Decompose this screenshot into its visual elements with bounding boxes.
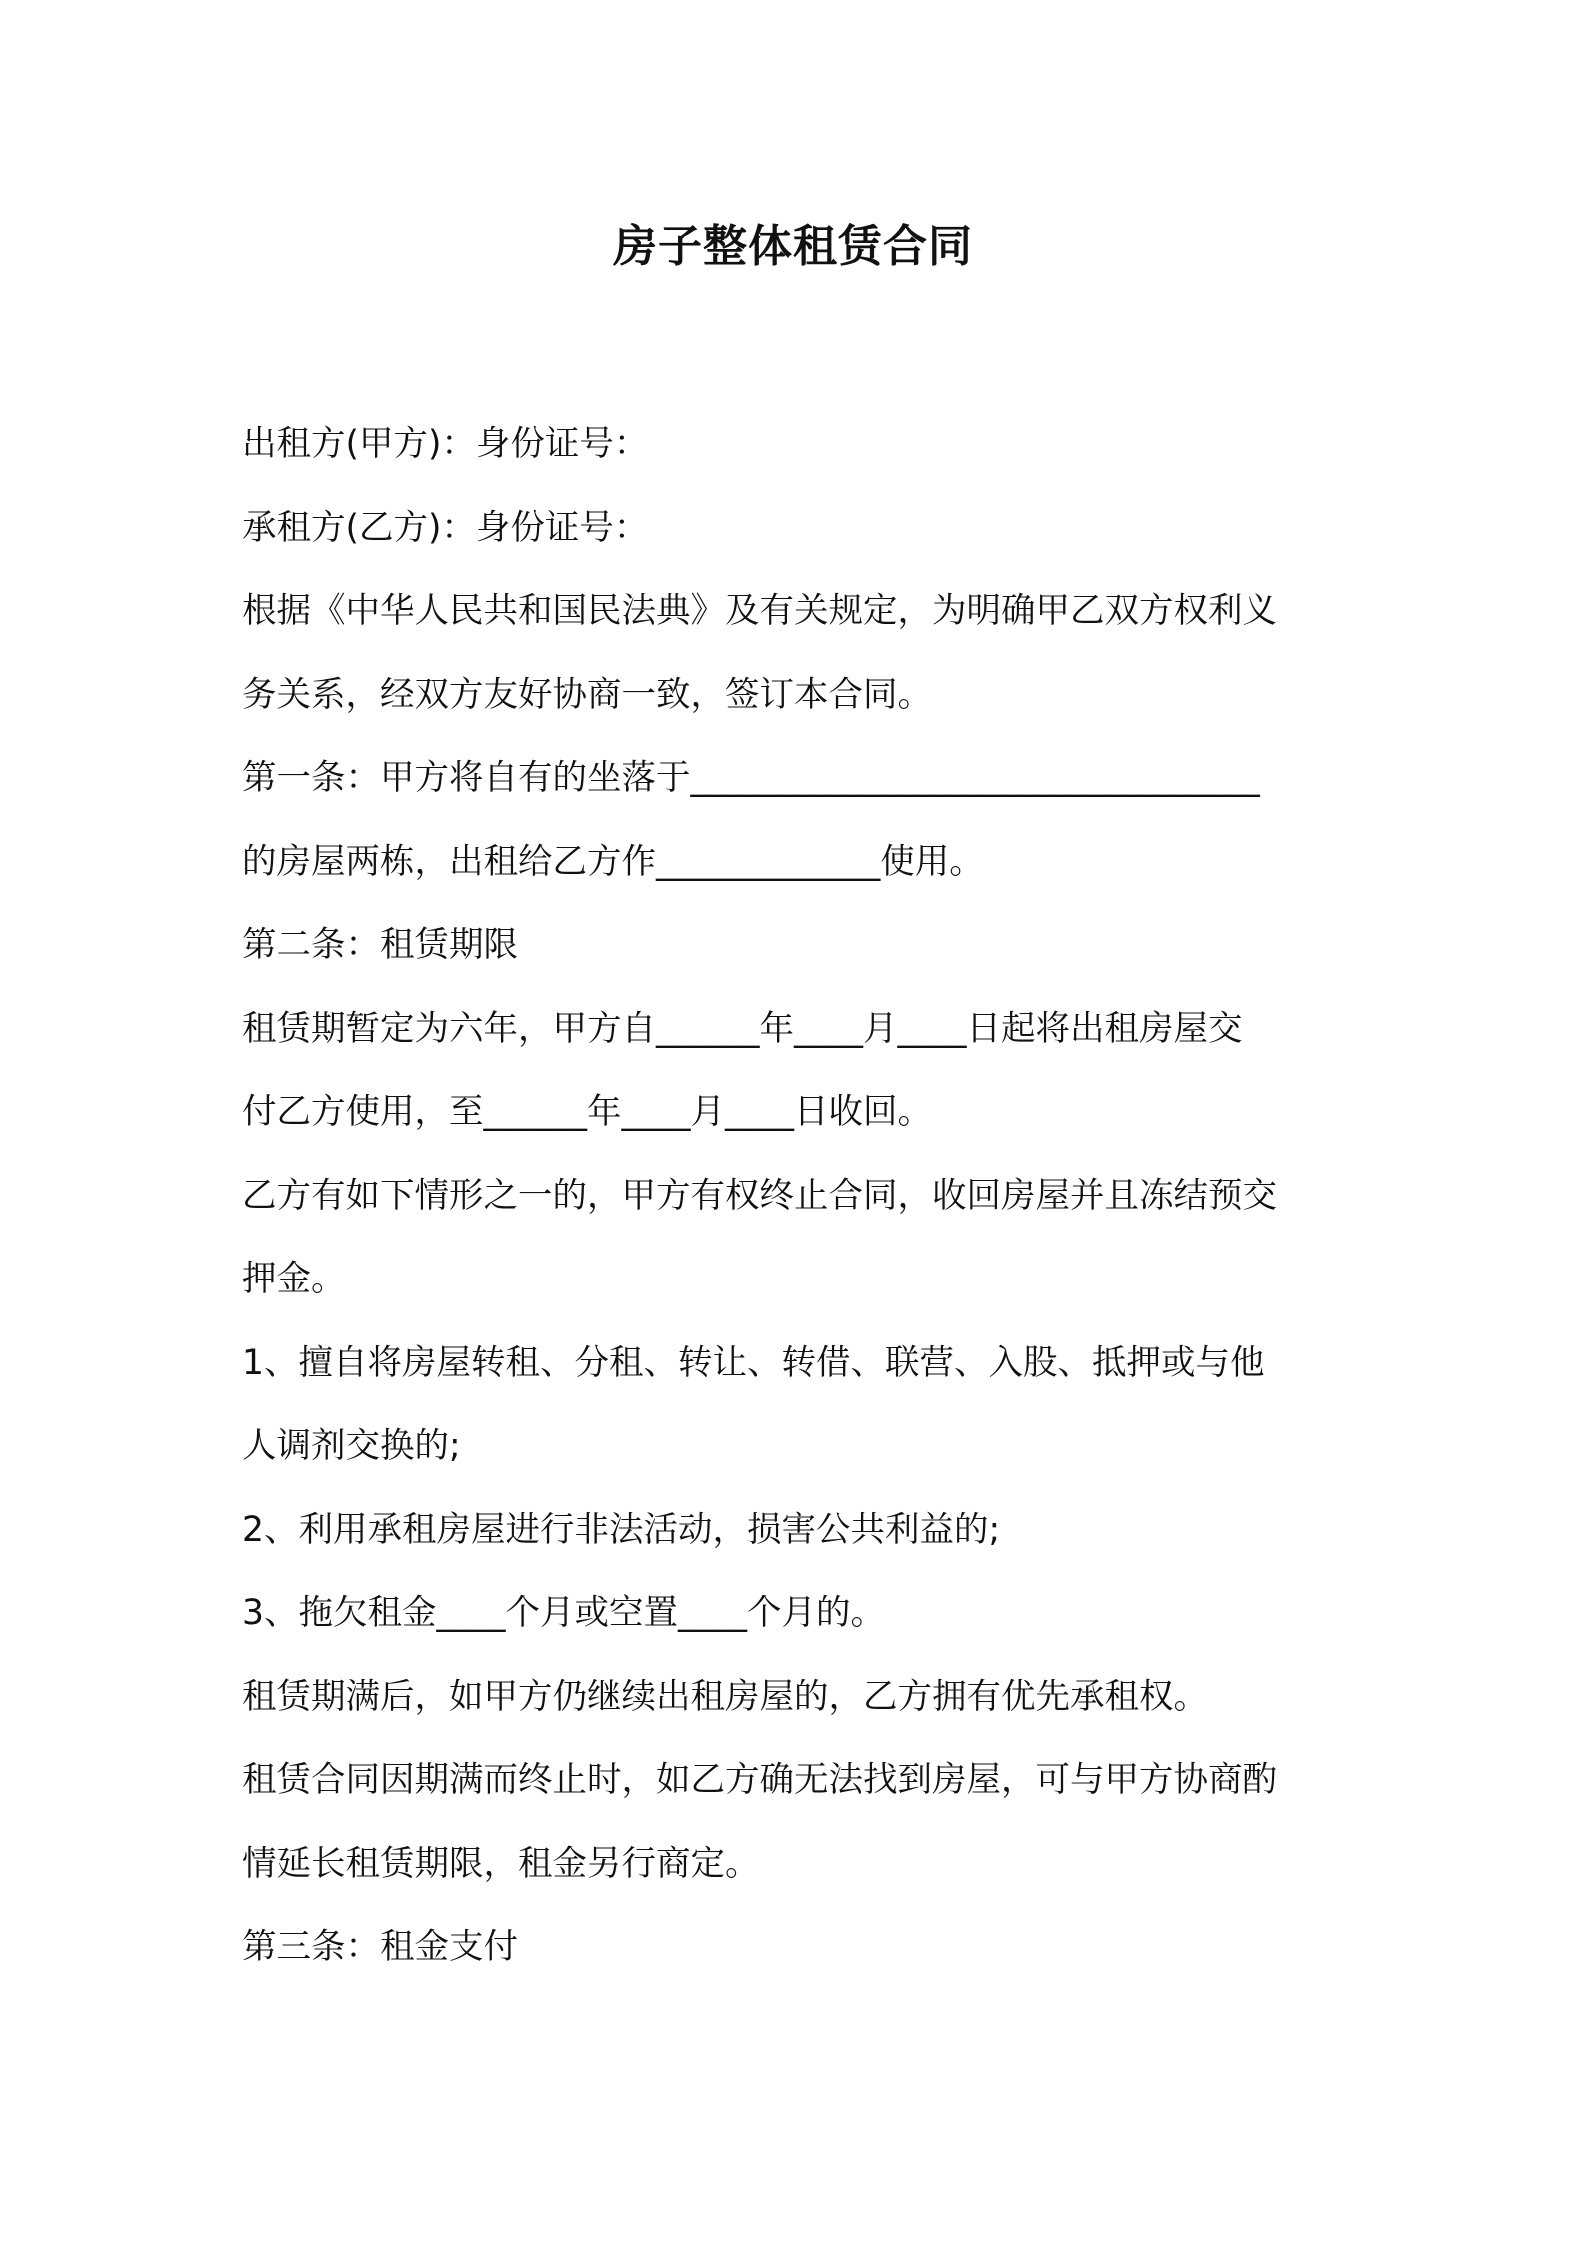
extension-line-2: 情延长租赁期限，租金另行商定。 xyxy=(242,1843,760,1884)
preamble-line-2: 务关系，经双方友好协商一致，签订本合同。 xyxy=(242,674,932,715)
lessee-line: 承租方(乙方)：身份证号： xyxy=(242,507,649,548)
clause-1-line-1: 1、擅自将房屋转租、分租、转让、转借、联营、入股、抵押或与他 xyxy=(242,1342,1265,1383)
termination-line-2: 押金。 xyxy=(242,1259,346,1299)
article-1-line-1: 第一条：甲方将自有的坐落于_________________________________ xyxy=(242,758,1260,798)
document-title: 房子整体租赁合同 xyxy=(613,221,973,272)
article-3-heading: 第三条：租金支付 xyxy=(242,1927,518,1967)
contract-body xyxy=(242,403,1360,1990)
lessor-line: 出租方(甲方)：身份证号： xyxy=(242,424,649,464)
article-2-heading: 第二条：租赁期限 xyxy=(242,925,518,965)
priority-renewal-line: 租赁期满后，如甲方仍继续出租房屋的，乙方拥有优先承租权。 xyxy=(242,1676,1208,1717)
preamble-line-1: 根据《中华人民共和国民法典》及有关规定，为明确甲乙双方权利义 xyxy=(242,591,1277,631)
lease-term-line-2: 付乙方使用，至______年____月____日收回。 xyxy=(242,1092,932,1132)
lease-term-line-1: 租赁期暂定为六年，甲方自______年____月____日起将出租房屋交 xyxy=(242,1008,1243,1049)
clause-3-line: 3、拖欠租金____个月或空置____个月的。 xyxy=(242,1593,885,1633)
article-1-line-2: 的房屋两栋，出租给乙方作_____________使用。 xyxy=(242,841,984,882)
clause-1-line-2: 人调剂交换的; xyxy=(242,1426,461,1466)
termination-line-1: 乙方有如下情形之一的，甲方有权终止合同，收回房屋并且冻结预交 xyxy=(242,1175,1277,1216)
extension-line-1: 租赁合同因期满而终止时，如乙方确无法找到房屋，可与甲方协商酌 xyxy=(242,1760,1277,1800)
clause-2-line: 2、利用承租房屋进行非法活动，损害公共利益的; xyxy=(242,1509,1001,1550)
